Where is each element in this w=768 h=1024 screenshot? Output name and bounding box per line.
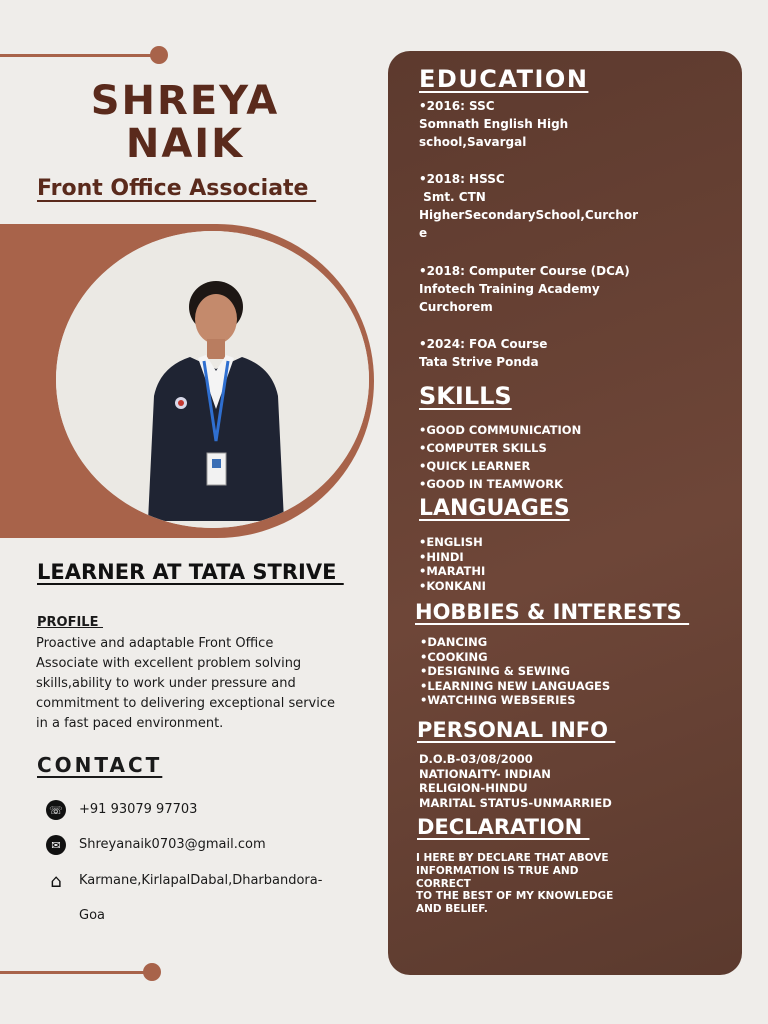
personal-info-list: [419, 752, 612, 810]
declaration-line: INFORMATION IS TRUE AND: [416, 864, 579, 877]
education-line: e: [419, 226, 428, 240]
personal-info-heading: PERSONAL INFO: [417, 718, 616, 742]
contact-phone: [46, 800, 197, 828]
bottom-decor-line: [0, 971, 146, 974]
personal-info-item: MARITAL STATUS-UNMARRIED: [419, 795, 612, 810]
mail-icon: ✉: [46, 835, 66, 855]
address-line-1: Karmane,KirlapalDabal,Dharbandora-: [79, 873, 323, 888]
education-line: •2016: SSC: [419, 99, 495, 113]
name-first: SHREYA: [90, 78, 280, 124]
name-last: NAIK: [125, 121, 245, 167]
language-item: •ENGLISH: [419, 535, 483, 549]
top-decor-line: [0, 54, 152, 57]
skill-item: •QUICK LEARNER: [419, 459, 531, 473]
education-line: •2018: Computer Course (DCA): [419, 264, 630, 278]
declaration-line: CORRECT: [416, 877, 471, 890]
education-line: school,Savargal: [419, 135, 527, 149]
hobby-item: •DANCING: [420, 635, 488, 649]
phone-number[interactable]: +91 93079 97703: [79, 802, 198, 817]
profile-photo: [56, 231, 369, 528]
education-item: [419, 170, 638, 242]
skills-list: [419, 421, 581, 493]
hobby-item: •DESIGNING & SEWING: [420, 664, 570, 678]
phone-icon: ☏: [46, 800, 66, 820]
declaration-line: AND BELIEF.: [416, 903, 488, 916]
declaration-line: I HERE BY DECLARE THAT ABOVE: [416, 852, 609, 864]
education-item: [419, 335, 547, 371]
profile-heading: PROFILE: [37, 615, 103, 630]
hobby-item: •COOKING: [420, 649, 488, 664]
skill-item: •GOOD IN TEAMWORK: [419, 477, 564, 491]
declaration-heading: DECLARATION: [417, 815, 590, 839]
education-line: HigherSecondarySchool,Curchor: [419, 208, 638, 222]
education-line: Infotech Training Academy: [419, 282, 600, 296]
bottom-decor-dot: [143, 963, 161, 981]
education-heading: EDUCATION: [419, 65, 589, 93]
hobby-item: •LEARNING NEW LANGUAGES: [420, 678, 611, 693]
profile-text: Proactive and adaptable Front Office Associate with excellent problem solving skills,ability to work under pressure and commitment to delivering exceptional service in a fast paced environment.: [36, 636, 336, 731]
email-address[interactable]: Shreyanaik0703@gmail.com: [79, 837, 266, 852]
education-line: Curchorem: [419, 300, 493, 314]
hobbies-list: [420, 635, 610, 708]
job-title: Front Office Associate: [37, 176, 317, 201]
education-line: Tata Strive Ponda: [419, 355, 539, 369]
language-item: •HINDI: [419, 549, 464, 564]
language-item: •KONKANI: [419, 578, 486, 593]
address-line-2: Goa: [79, 908, 105, 923]
details-panel: [388, 51, 742, 975]
home-icon: ⌂: [50, 870, 62, 892]
contact-address-cont: [46, 906, 105, 934]
hobbies-heading: HOBBIES & INTERESTS: [415, 600, 690, 624]
personal-info-item: D.O.B-03/08/2000: [419, 752, 533, 766]
personal-info-item: RELIGION-HINDU: [419, 781, 528, 795]
education-line: •2024: FOA Course: [419, 337, 548, 351]
language-item: •MARATHI: [419, 564, 486, 578]
education-line: Smt. CTN: [419, 190, 486, 204]
education-item: [419, 262, 630, 316]
portrait-illustration: [56, 231, 369, 528]
declaration-text: [416, 852, 613, 916]
contact-address: [46, 871, 322, 899]
languages-heading: LANGUAGES: [419, 496, 570, 521]
languages-list: [419, 535, 486, 593]
tagline: LEARNER AT TATA STRIVE: [37, 560, 344, 584]
skill-item: •GOOD COMMUNICATION: [419, 423, 582, 437]
skill-item: •COMPUTER SKILLS: [419, 441, 547, 455]
skills-heading: SKILLS: [419, 382, 512, 410]
top-decor-dot: [150, 46, 168, 64]
personal-info-item: NATIONAITY- INDIAN: [419, 766, 551, 781]
declaration-line: TO THE BEST OF MY KNOWLEDGE: [416, 890, 614, 903]
contact-email: [46, 835, 266, 863]
education-line: Somnath English High: [419, 117, 569, 131]
education-line: •2018: HSSC: [419, 172, 505, 186]
hobby-item: •WATCHING WEBSERIES: [420, 693, 576, 707]
education-item: [419, 97, 568, 151]
contact-heading: CONTACT: [37, 753, 163, 777]
